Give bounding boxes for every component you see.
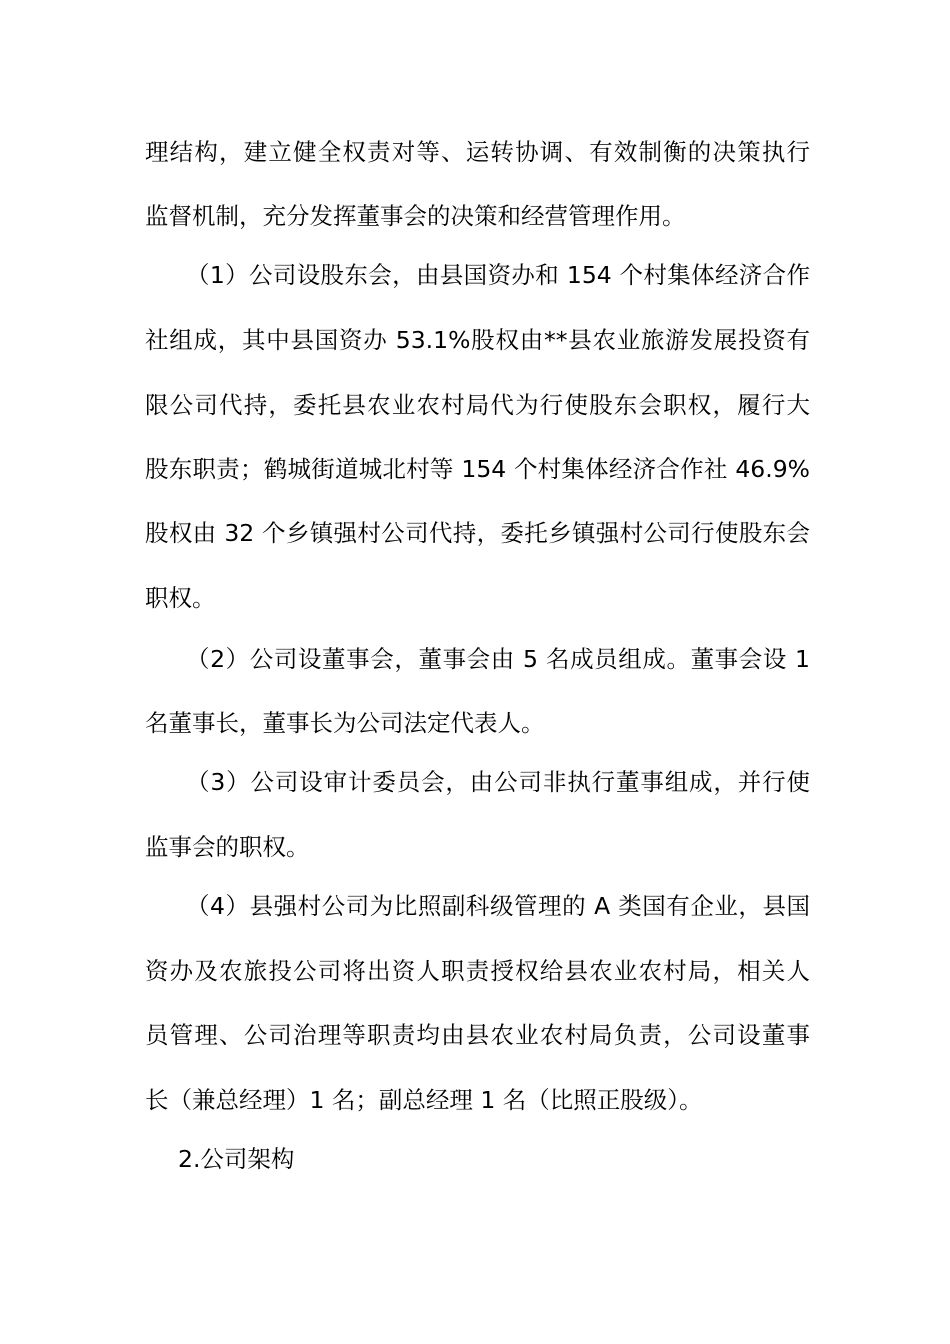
item-2-line-2: 名董事长，董事长为公司法定代表人。 — [145, 709, 545, 737]
item-2-line-1: （2）公司设董事会，董事会由 5 名成员组成。董事会设 1 — [186, 645, 810, 673]
item-1-line-6: 职权。 — [145, 584, 216, 612]
intro-line-2: 监督机制，充分发挥董事会的决策和经营管理作用。 — [145, 202, 686, 230]
item-3-line-1: （3）公司设审计委员会，由公司非执行董事组成，并行使 — [186, 768, 810, 796]
intro-line-1: 理结构，建立健全权责对等、运转协调、有效制衡的决策执行 — [145, 138, 810, 166]
item-1-line-1: （1）公司设股东会，由县国资办和 154 个村集体经济合作 — [186, 261, 810, 289]
item-1-line-3: 限公司代持，委托县农业农村局代为行使股东会职权，履行大 — [145, 391, 810, 419]
item-1-line-2: 社组成，其中县国资办 53.1%股权由**县农业旅游发展投资有 — [145, 326, 810, 354]
item-4-line-4: 长（兼总经理）1 名；副总经理 1 名（比照正股级）。 — [145, 1086, 703, 1114]
section-heading: 2.公司架构 — [178, 1145, 295, 1173]
item-1-line-4: 股东职责；鹤城街道城北村等 154 个村集体经济合作社 46.9% — [145, 455, 810, 483]
item-1-line-5: 股权由 32 个乡镇强村公司代持，委托乡镇强村公司行使股东会 — [145, 519, 810, 547]
item-3-line-2: 监事会的职权。 — [145, 833, 310, 861]
item-4-line-2: 资办及农旅投公司将出资人职责授权给县农业农村局，相关人 — [145, 957, 810, 985]
item-4-line-1: （4）县强村公司为比照副科级管理的 A 类国有企业，县国 — [186, 892, 810, 920]
item-4-line-3: 员管理、公司治理等职责均由县农业农村局负责，公司设董事 — [145, 1021, 810, 1049]
